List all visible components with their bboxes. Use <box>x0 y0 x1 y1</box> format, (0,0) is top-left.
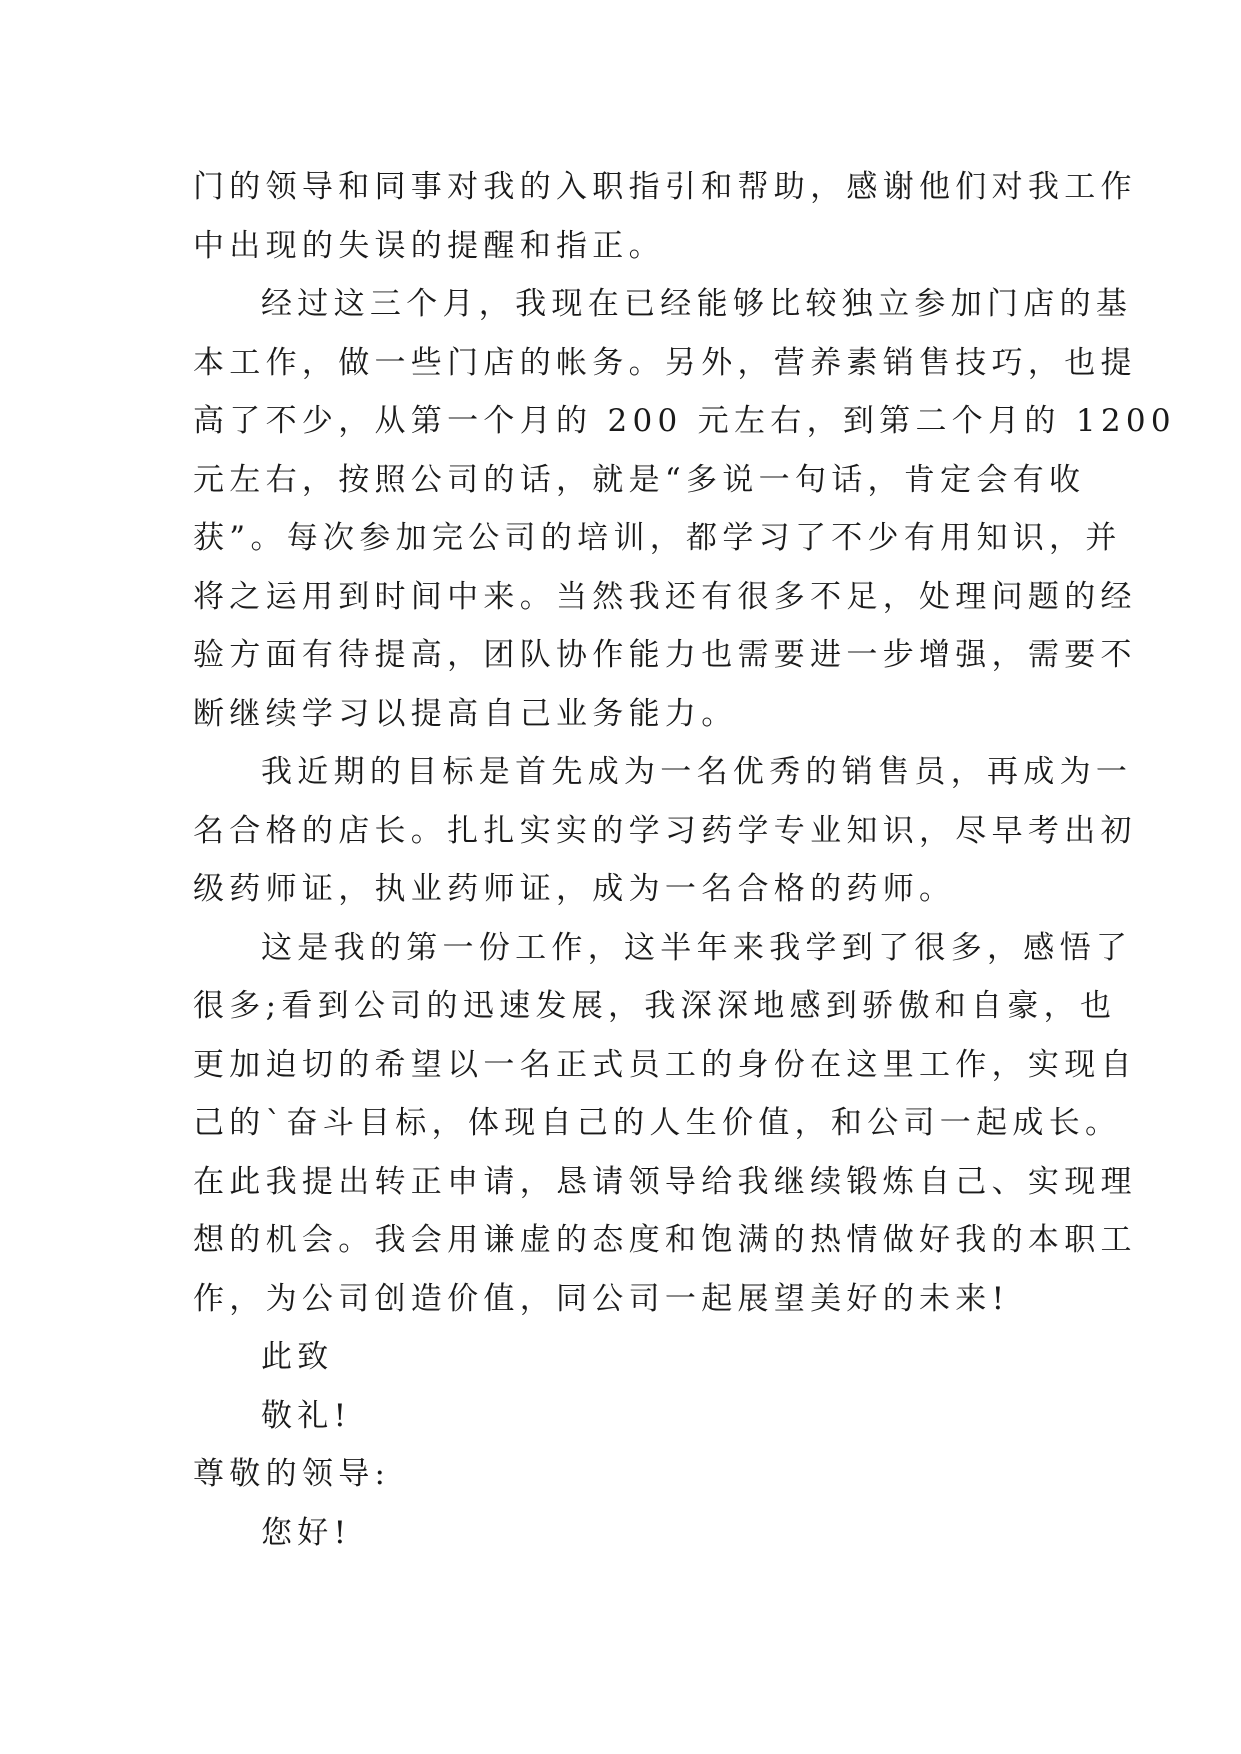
text-line: 本工作，做一些门店的帐务。另外，营养素销售技巧，也提 <box>193 344 1137 381</box>
text-line: 这是我的第一份工作，这半年来我学到了很多，感悟了 <box>261 929 1133 966</box>
closing-salute: 敬礼! <box>261 1397 352 1434</box>
paragraph-progress <box>193 275 1176 743</box>
text-line: 中出现的失误的提醒和指正。 <box>193 227 665 264</box>
greeting: 您好! <box>261 1514 352 1551</box>
text-line: 更加迫切的希望以一名正式员工的身份在这里工作，实现自 <box>193 1046 1137 1083</box>
text-line: 在此我提出转正申请，恳请领导给我继续锻炼自己、实现理 <box>193 1163 1137 1200</box>
text-line: 门的领导和同事对我的入职指引和帮助，感谢他们对我工作 <box>193 169 1137 205</box>
paragraph-goals <box>193 743 1137 919</box>
text-line: 断继续学习以提高自己业务能力。 <box>193 695 738 732</box>
text-line: 很多;看到公司的迅速发展，我深深地感到骄傲和自豪，也 <box>193 988 1117 1024</box>
salutation: 尊敬的领导: <box>193 1456 391 1492</box>
text-line: 经过这三个月，我现在已经能够比较独立参加门店的基 <box>261 286 1133 322</box>
text-line: 名合格的店长。扎扎实实的学习药学专业知识，尽早考出初 <box>193 812 1137 849</box>
text-line: 作，为公司创造价值，同公司一起展望美好的未来! <box>193 1280 1010 1317</box>
letter-body <box>193 158 1176 1562</box>
text-line: 高了不少，从第一个月的 200 元左右，到第二个月的 1200 <box>193 403 1176 439</box>
text-line: 验方面有待提高，团队协作能力也需要进一步增强，需要不 <box>193 637 1137 673</box>
text-line: 己的`奋斗目标，体现自己的人生价值，和公司一起成长。 <box>193 1105 1122 1141</box>
text-line: 将之运用到时间中来。当然我还有很多不足，处理问题的经 <box>193 578 1137 615</box>
paragraph-fragment <box>193 158 1137 275</box>
text-line: 想的机会。我会用谦虚的态度和饱满的热情做好我的本职工 <box>193 1222 1137 1258</box>
text-line: 元左右，按照公司的话，就是“多说一句话，肯定会有收 <box>193 461 1086 498</box>
paragraph-request <box>193 919 1137 1329</box>
text-line: 获”。每次参加完公司的培训，都学习了不少有用知识，并 <box>193 520 1122 556</box>
text-line: 级药师证，执业药师证，成为一名合格的药师。 <box>193 871 956 907</box>
text-line: 我近期的目标是首先成为一名优秀的销售员，再成为一 <box>261 754 1133 790</box>
closing-phrase: 此致 <box>261 1339 334 1375</box>
